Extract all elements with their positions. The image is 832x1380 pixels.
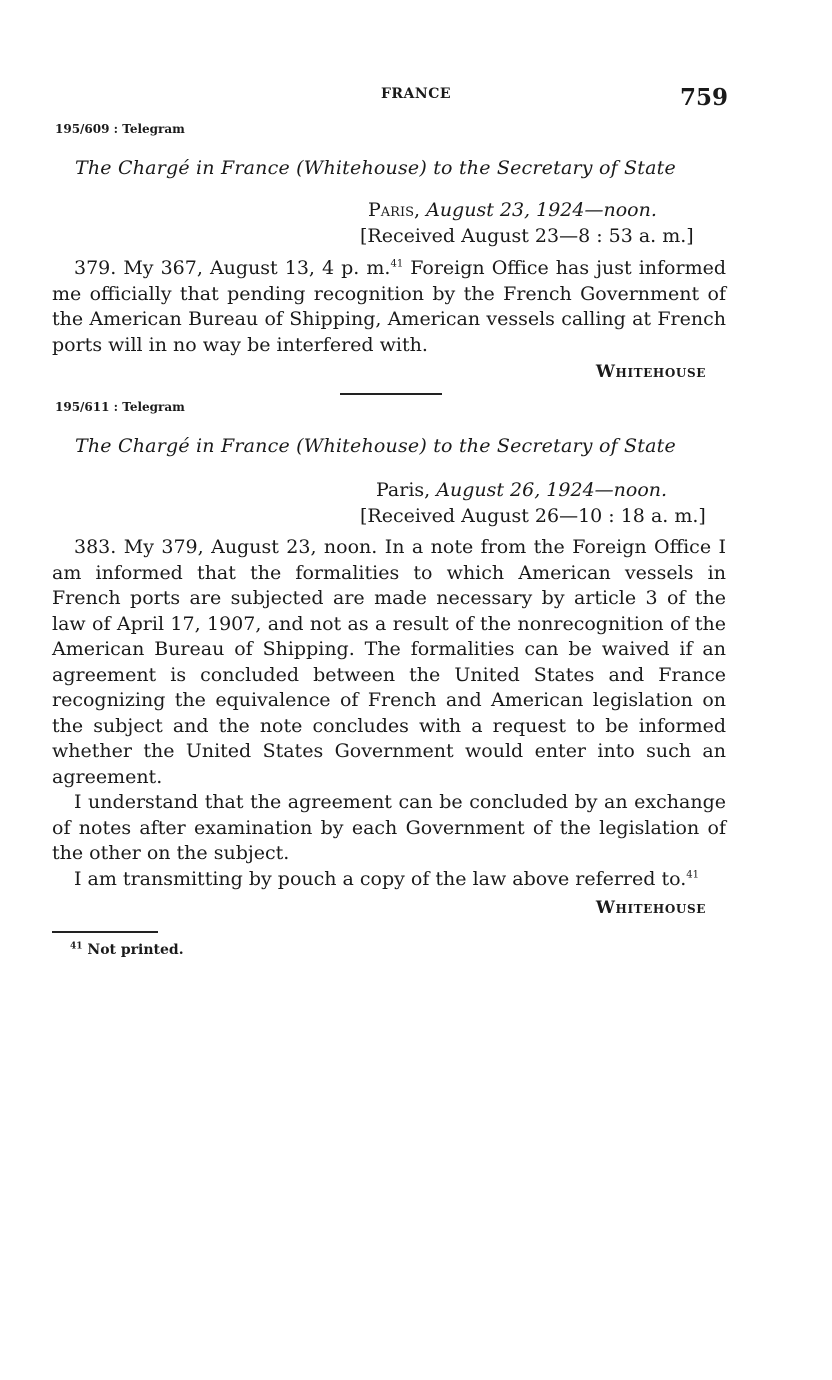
dateline-date: August 23, 1924—noon. — [426, 199, 657, 221]
paragraph — [52, 256, 726, 358]
footnote-ref: 41 — [686, 869, 699, 881]
page-number: 759 — [679, 84, 728, 111]
footnote-rule — [52, 931, 158, 933]
telegram-body — [52, 256, 726, 358]
paragraph: I understand that the agreement can be concluded by an exchange of notes after examination by each Government of the legislation of the other on the subject. — [52, 791, 726, 864]
footnote-ref: 41 — [390, 258, 404, 270]
paragraph: 383. My 379, August 23, noon. In a note from the Foreign Office I am informed that the formalities to which American vessels in French ports are subjected are made necessary by article 3 of the law of April 17, 1907, and not as a result of the nonrecognition of the American Bureau of Shipping. The formalities can be waived if an agreement is concluded between the United States and France recognizing the equivalence of French and American legislation on the subject and the note concludes with a request to be informed whether the United States Government would enter into such an agreement. — [52, 536, 726, 788]
paragraph-text: 379. My 367, August 13, 4 p. m. — [74, 257, 391, 279]
footnote-text: Not printed. — [87, 942, 184, 958]
dateline-date: August 26, 1924—noon. — [436, 479, 668, 501]
signature: Whitehouse — [595, 898, 706, 918]
running-head: FRANCE — [380, 86, 452, 102]
file-reference: 195/611 : Telegram — [55, 400, 185, 414]
dateline — [376, 479, 667, 501]
footnote — [70, 942, 184, 958]
paragraph — [52, 867, 726, 893]
paragraph-text: Foreign Office has just informed me officially that pending recognition by the French Government of the American Bureau of Shipping, American vessels calling at French ports will in no way be interfered with. — [52, 257, 726, 356]
dateline-place: Paris, — [368, 199, 421, 221]
section-divider — [340, 393, 442, 395]
document-title: The Chargé in France (Whitehouse) to the Secretary of State — [75, 157, 676, 179]
received-note: [Received August 26—10 : 18 a. m.] — [360, 505, 706, 527]
file-reference: 195/609 : Telegram — [55, 122, 185, 136]
paragraph-text: I am transmitting by pouch a copy of the law above referred to. — [74, 867, 687, 890]
footnote-mark: 41 — [70, 941, 83, 952]
dateline-place: Paris, — [376, 479, 431, 501]
signature: Whitehouse — [595, 362, 706, 382]
dateline — [368, 199, 657, 221]
document-title: The Chargé in France (Whitehouse) to the Secretary of State — [75, 435, 676, 457]
telegram-body — [52, 535, 726, 892]
received-note: [Received August 23—8 : 53 a. m.] — [360, 225, 694, 247]
